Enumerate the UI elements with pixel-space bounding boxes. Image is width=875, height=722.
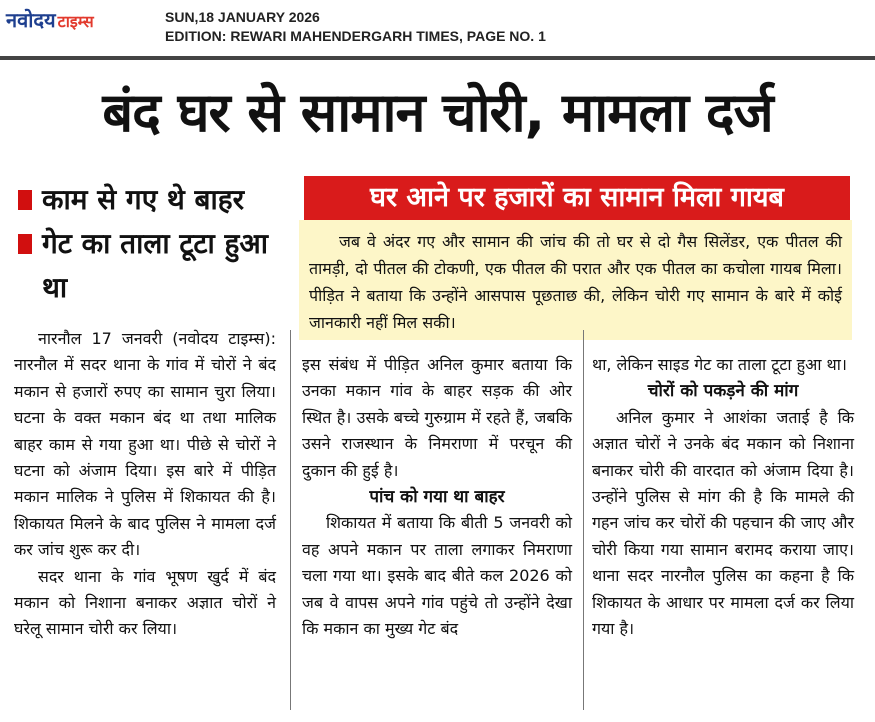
header-divider [0, 56, 875, 60]
body-paragraph: अनिल कुमार ने आशंका जताई है कि अज्ञात चोरों ने उनके बंद मकान को निशाना बनाकर चोरी की वारदात को अंजाम दिया है। उन्होंने पुलिस से मांग की है कि मामले की गहन जांच कर चोरों की पहचान की जाए और चोरी किया गया सामान बरामद कराया जाए। थाना सदर नारनौल पुलिस का कहना है कि शिकायत के आधार पर मामला दर्ज कर लिया गया है। [592, 407, 854, 639]
subheading: चोरों को पकड़ने की मांग [647, 381, 799, 402]
bullet-item [18, 178, 288, 222]
body-paragraph: नारनौल 17 जनवरी (नवोदय टाइम्स): नारनौल में सदर थाना के गांव में चोरों ने बंद मकान से हजारों रुपए का सामान चुरा लिया। घटना के वक्त मकान बंद था तथा मालिक बाहर काम से गया हुआ था। पीछे से चोरों ने घटना को अंजाम दिया। इस बारे में पीड़ित मकान मालिक ने पुलिस में शिकायत की है। शिकायत मिलने के बाद पुलिस ने मामला दर्ज कर जांच शुरू कर दी। [14, 329, 276, 560]
body-paragraph: था, लेकिन साइड गेट का ताला टूटा हुआ था। [592, 355, 847, 374]
body-paragraph: इस संबंध में पीड़ित अनिल कुमार बताया कि उनका मकान गांव के बाहर सड़क की ओर स्थित है। उसके बच्चे गुरुग्राम में रहते हैं, जबकि उसने राजस्थान के निमराणा में परचून की दुकान की हुई है। [302, 355, 572, 480]
column-2 [302, 352, 572, 642]
page-header [0, 0, 875, 56]
article-headline: बंद घर से सामान चोरी, मामला दर्ज [102, 81, 773, 144]
column-3 [592, 352, 854, 642]
body-paragraph: सदर थाना के गांव भूषण खुर्द में बंद मकान को निशाना बनाकर अज्ञात चोरों ने घरेलू सामान चोरी कर लिया। [14, 566, 276, 639]
subheadline-banner: घर आने पर हजारों का सामान मिला गायब [304, 176, 850, 220]
column-1 [14, 326, 276, 643]
logo-sub: टाइम्स [57, 12, 94, 31]
highlight-text: जब वे अंदर गए और सामान की जांच की तो घर से दो गैस सिलेंडर, एक पीतल की तामड़ी, दो पीतल की टोकणी, एक पीतल की परात और एक पीतल का कचोला गायब मिला। पीड़ित ने बताया कि उन्होंने आसपास पूछताछ की, लेकिन चोरी गए सामान के बारे में कोई जानकारी नहीं मिल सकी। [309, 232, 842, 332]
edition-name: EDITION: REWARI MAHENDERGARH TIMES, PAGE NO. 1 [165, 28, 546, 44]
bullet-square-icon [18, 190, 32, 210]
bullet-text: काम से गए थे बाहर [42, 183, 245, 216]
bullet-square-icon [18, 234, 32, 254]
edition-meta [165, 8, 546, 46]
logo-main: नवोदय [6, 8, 56, 32]
subheading: पांच को गया था बाहर [369, 487, 505, 508]
column-rule [290, 330, 291, 710]
bullet-text: गेट का ताला टूटा हुआ था [42, 227, 269, 304]
highlight-box [299, 220, 852, 340]
body-paragraph: शिकायत में बताया कि बीती 5 जनवरी को वह अपने मकान पर ताला लगाकर निमराणा चला गया था। इसके बाद बीते कल 2026 को जब वे वापस अपने गांव पहुंचे तो उन्होंने देखा कि मकान का मुख्य गेट बंद [302, 513, 572, 639]
column-rule [583, 330, 584, 710]
edition-date: SUN,18 JANUARY 2026 [165, 9, 320, 25]
highlight-bullets [18, 178, 288, 310]
bullet-item [18, 222, 288, 310]
newspaper-logo [6, 6, 94, 33]
